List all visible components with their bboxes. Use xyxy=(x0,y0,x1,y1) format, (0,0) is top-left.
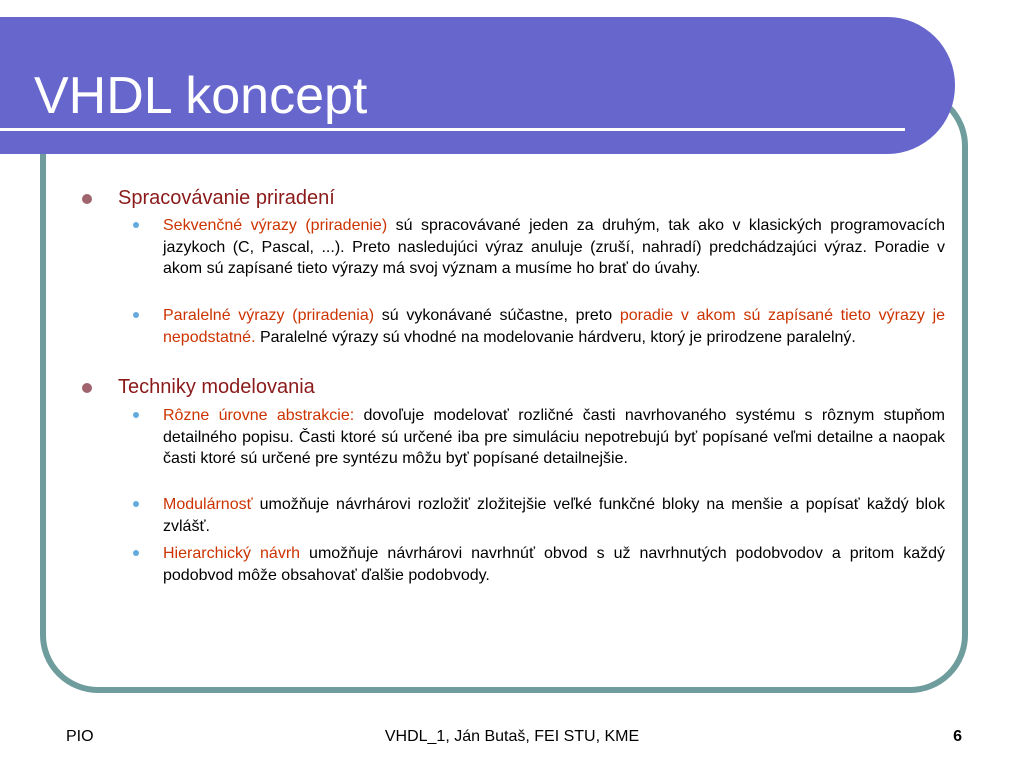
page-number: 6 xyxy=(953,728,962,745)
section-heading-techniques xyxy=(118,375,315,399)
highlight-term: Rôzne úrovne abstrakcie: xyxy=(163,407,355,424)
footer-left: PIO xyxy=(66,728,94,745)
highlight-term: Modulárnosť xyxy=(163,496,253,513)
list-item-sequential xyxy=(163,215,945,280)
slide-title: VHDL koncept xyxy=(34,67,368,125)
highlight-term: Sekvenčné výrazy (priradenie) xyxy=(163,217,388,234)
list-item-modularity xyxy=(163,494,945,537)
bullet-dot-icon xyxy=(133,501,139,507)
bullet-dot-icon xyxy=(133,550,139,556)
section-heading-text: Techniky modelovania xyxy=(118,376,315,398)
list-item-abstraction xyxy=(163,405,945,470)
item-text: sú vykonávané súčastne, preto xyxy=(374,307,620,324)
item-text-continued: Paralelné výrazy sú vhodné na modelovanie hárdveru, ktorý je prirodzene paralelný. xyxy=(255,328,856,346)
bullet-dot-icon xyxy=(82,383,92,393)
bullet-dot-icon xyxy=(82,194,92,204)
section-heading-assignments xyxy=(118,186,335,210)
footer-center: VHDL_1, Ján Butaš, FEI STU, KME xyxy=(384,728,640,745)
bullet-dot-icon xyxy=(133,222,139,228)
highlight-term: Hierarchický návrh xyxy=(163,545,301,562)
item-text: umožňuje návrhárovi navrhnúť obvod s už navrhnutých podobvodov a pritom každý podobvod môže obsahovať ďalšie podobvody. xyxy=(163,545,945,584)
item-text: dovoľuje modelovať rozličné časti navrhovaného systému s rôznym stupňom detailného popisu. Časti ktoré sú určené iba pre simuláciu nepotrebujú byť popísané veľmi detailne a naopak časti ktoré sú určené pre syntézu môžu byť popísané detailnejšie. xyxy=(163,407,945,467)
highlight-term: Paralelné výrazy (priradenia) xyxy=(163,307,375,324)
list-item-parallel xyxy=(163,305,945,348)
highlight-phrase: poradie v akom sú zapísané tieto výrazy je nepodstatné. xyxy=(163,307,946,346)
title-underline xyxy=(0,128,905,131)
item-text: sú spracovávané jeden za druhým, tak ako v klasických programovacích jazykoch (C, Pascal, ...). Preto nasledujúci výraz anuluje (zruší, nahradí) predchádzajúci výraz. Poradie v akom sú zapísané tieto výrazy má svoj význam a musíme ho brať do úvahy. xyxy=(163,217,946,277)
bullet-dot-icon xyxy=(133,312,139,318)
section-heading-text: Spracovávanie priradení xyxy=(118,187,335,209)
item-text: umožňuje návrhárovi rozložiť zložitejšie veľké funkčné bloky na menšie a popísať každý blok zvlášť. xyxy=(163,496,945,535)
list-item-hierarchy xyxy=(163,543,945,586)
bullet-dot-icon xyxy=(133,412,139,418)
